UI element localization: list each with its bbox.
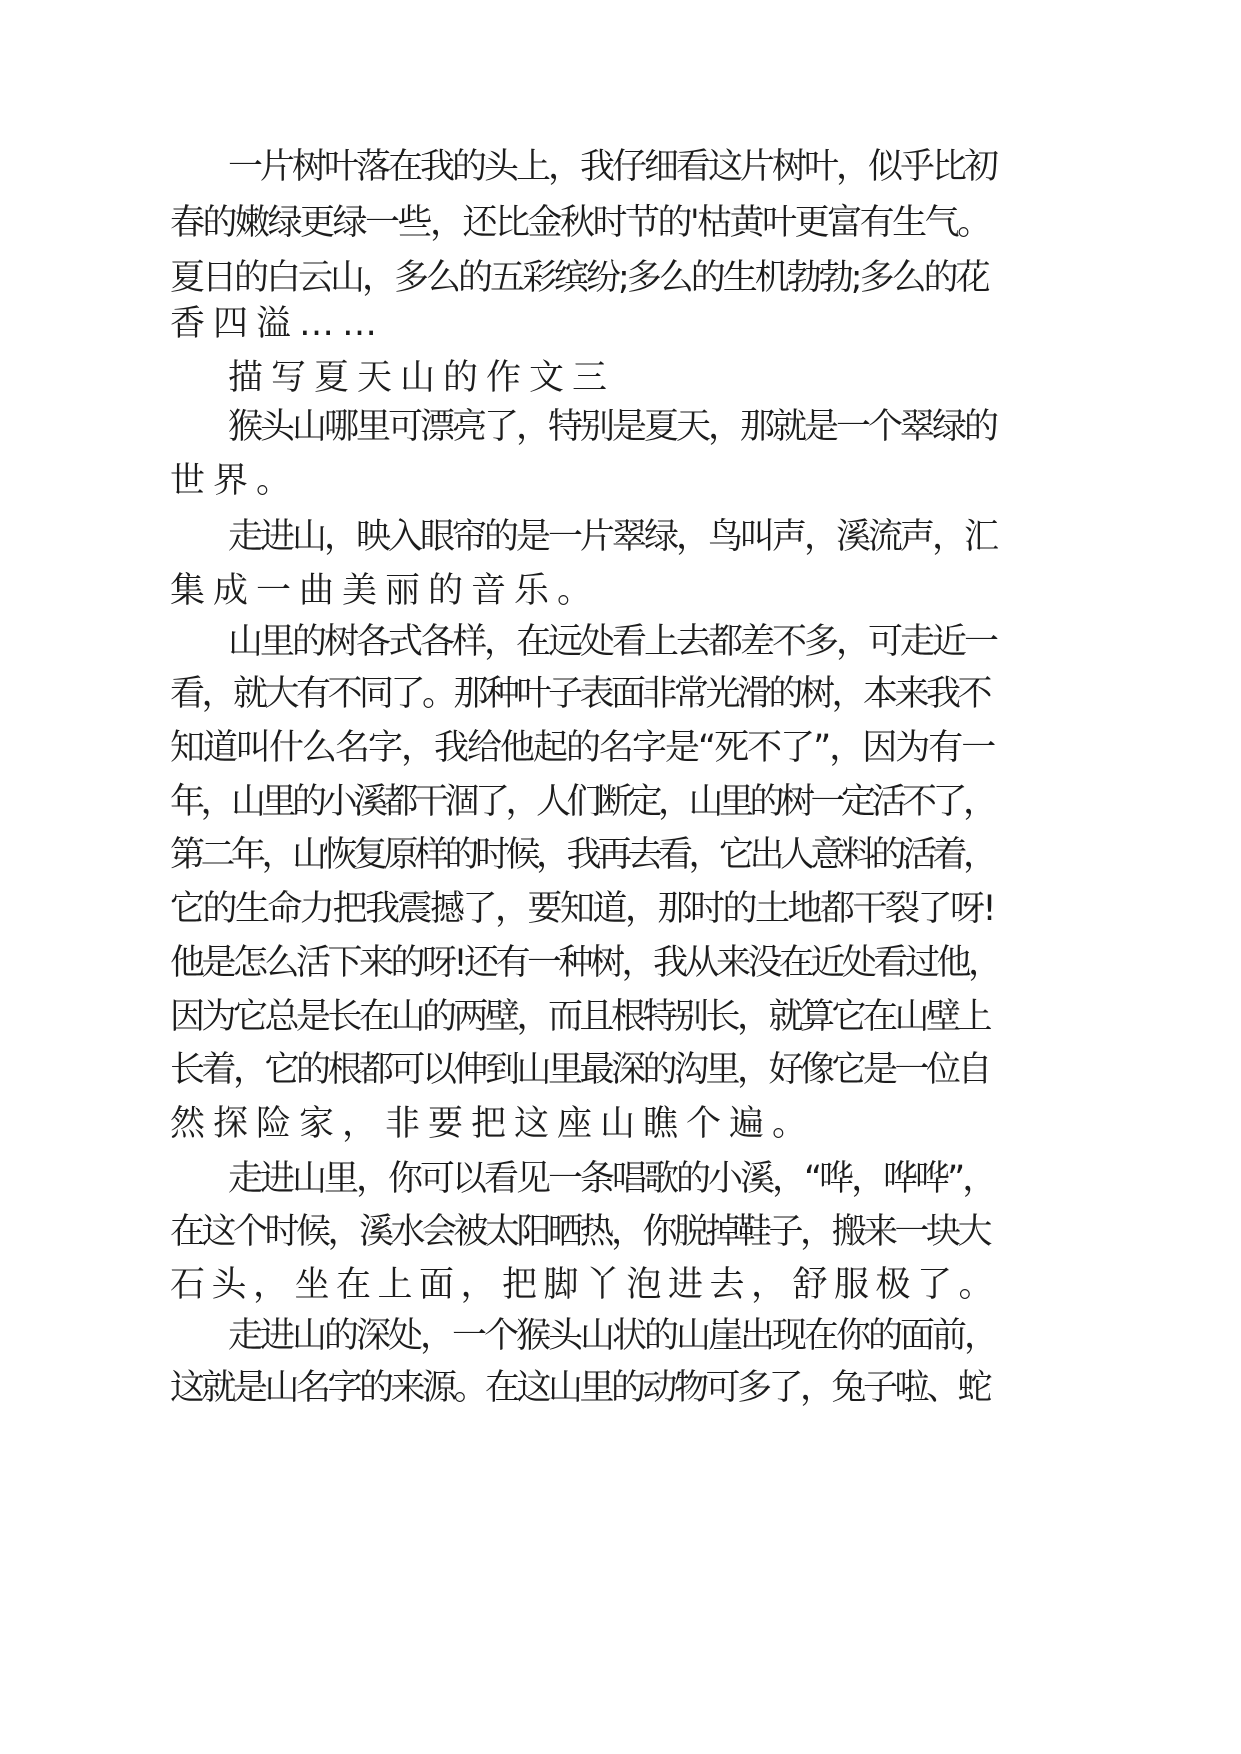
text-line: 这就是山名字的来源。在这山里的动物可多了，兔子啦、蛇	[170, 1368, 990, 1408]
text-line: 春的嫩绿更绿一些，还比金秋时节的'枯黄叶更富有生气。	[170, 203, 990, 243]
text-line: 山里的树各式各样，在远处看上去都差不多，可走近一	[228, 622, 997, 662]
text-line: 第二年，山恢复原样的时候，我再去看，它出人意料的活着，	[170, 835, 994, 875]
text-line: 知道叫什么名字，我给他起的名字是“死不了”，因为有一	[170, 728, 995, 768]
text-line: 香四溢……	[170, 304, 386, 344]
text-line: 走进山，映入眼帘的是一片翠绿，鸟叫声，溪流声，汇	[228, 517, 997, 557]
text-line: 看，就大有不同了。那种叶子表面非常光滑的树，本来我不	[170, 674, 990, 714]
text-line: 世界。	[170, 461, 300, 501]
text-line: 它的生命力把我震撼了，要知道，那时的土地都干裂了呀!	[170, 889, 995, 929]
text-line: 因为它总是长在山的两壁，而且根特别长，就算它在山壁上	[170, 997, 990, 1037]
text-line: 夏日的白云山，多么的五彩缤纷;多么的生机勃勃;多么的花	[170, 258, 988, 298]
text-line: 然探险家，非要把这座山瞧个遍。	[170, 1104, 816, 1144]
section-heading: 描写夏天山的作文三	[228, 358, 616, 398]
text-line: 猴头山哪里可漂亮了，特别是夏天，那就是一个翠绿的	[228, 407, 997, 447]
text-line: 年，山里的小溪都干涸了，人们断定，山里的树一定活不了，	[170, 782, 994, 822]
text-line: 在这个时候，溪水会被太阳晒热，你脱掉鞋子，搬来一块大	[170, 1212, 990, 1252]
text-line: 走进山里，你可以看见一条唱歌的小溪，“哗，哗哗”，	[228, 1159, 995, 1199]
text-line: 走进山的深处，一个猴头山状的山崖出现在你的面前，	[228, 1316, 997, 1356]
text-line: 集成一曲美丽的音乐。	[170, 571, 601, 611]
text-line: 长着，它的根都可以伸到山里最深的沟里，好像它是一位自	[170, 1050, 990, 1090]
text-line: 石头，坐在上面，把脚丫泡进去，舒服极了。	[170, 1265, 1001, 1305]
text-line: 一片树叶落在我的头上，我仔细看这片树叶，似乎比初	[228, 147, 997, 187]
text-line: 他是怎么活下来的呀!还有一种树，我从来没在近处看过他，	[170, 943, 1000, 983]
